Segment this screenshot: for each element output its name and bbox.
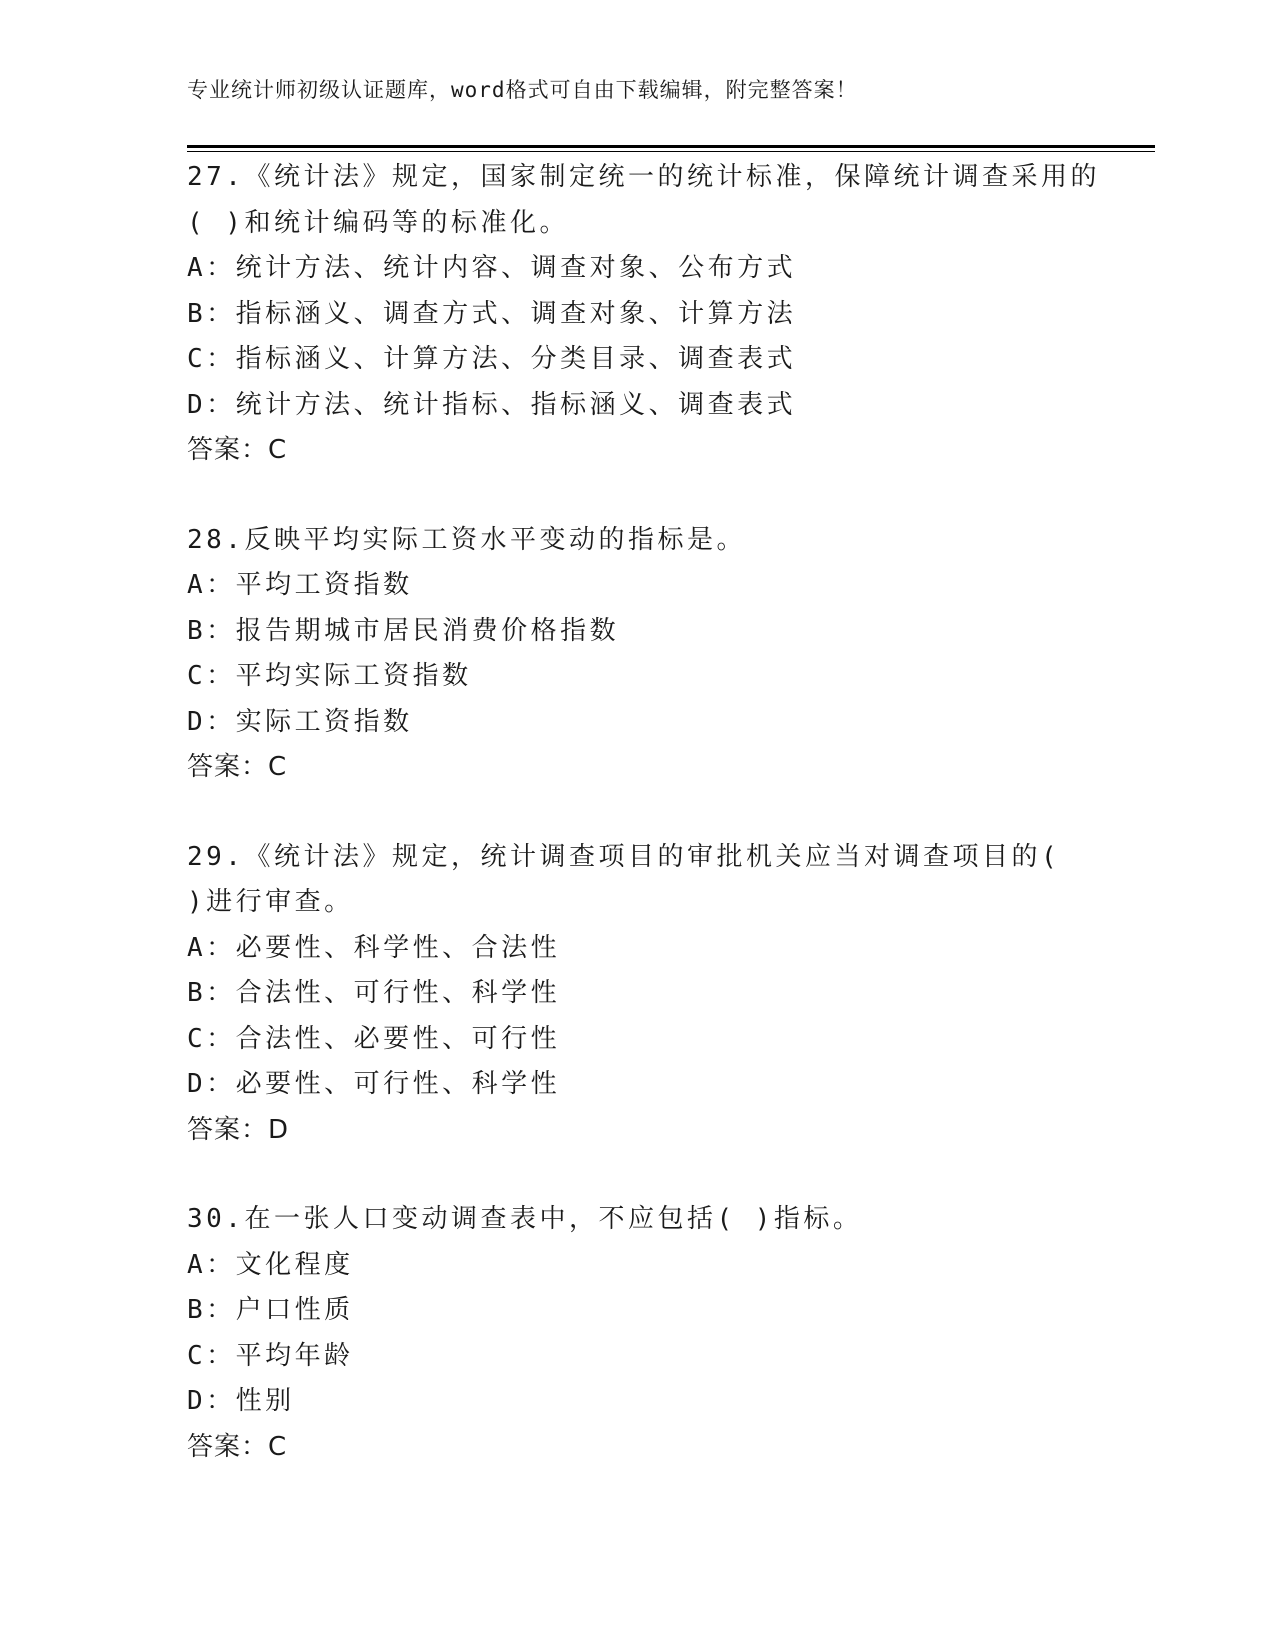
option-a: A：平均工资指数 — [187, 570, 413, 600]
answer-line: 答案：C — [187, 1431, 288, 1462]
question-stem-line: 28.反映平均实际工资水平变动的指标是。 — [187, 524, 746, 555]
question-stem-line: 29.《统计法》规定，统计调查项目的审批机关应当对调查项目的( — [187, 841, 1061, 872]
question-stem-line: 30.在一张人口变动调查表中，不应包括( )指标。 — [187, 1204, 863, 1234]
question-stem-line: 27.《统计法》规定，国家制定统一的统计标准，保障统计调查采用的 — [187, 162, 1100, 192]
option-a: A：文化程度 — [187, 1249, 354, 1280]
answer-line: 答案：C — [187, 752, 288, 782]
answer-line: 答案：D — [187, 1114, 290, 1145]
option-d: D：必要性、可行性、科学性 — [187, 1069, 561, 1099]
header-rule-thick — [187, 145, 1155, 148]
answer-line: 答案：C — [187, 435, 288, 465]
question-30 — [187, 1197, 1155, 1470]
option-b: B：指标涵义、调查方式、调查对象、计算方法 — [187, 298, 797, 329]
question-stem-line: )进行审查。 — [187, 887, 354, 917]
option-b: B：报告期城市居民消费价格指数 — [187, 615, 620, 646]
header-rule-thin — [187, 151, 1155, 152]
page-header: 专业统计师初级认证题库，word格式可自由下载编辑，附完整答案！ — [187, 78, 858, 102]
option-c: C：平均实际工资指数 — [187, 661, 472, 691]
question-list — [187, 155, 1155, 1514]
option-d: D：性别 — [187, 1386, 295, 1416]
option-d: D：统计方法、统计指标、指标涵义、调查表式 — [187, 389, 797, 420]
question-27 — [187, 155, 1155, 474]
option-c: C：指标涵义、计算方法、分类目录、调查表式 — [187, 344, 797, 374]
option-d: D：实际工资指数 — [187, 706, 413, 737]
question-29 — [187, 835, 1155, 1154]
option-a: A：必要性、科学性、合法性 — [187, 932, 561, 963]
option-c: C：合法性、必要性、可行性 — [187, 1023, 561, 1054]
question-28 — [187, 518, 1155, 791]
option-c: C：平均年龄 — [187, 1340, 354, 1371]
option-b: B：户口性质 — [187, 1295, 354, 1325]
option-b: B：合法性、可行性、科学性 — [187, 978, 561, 1008]
option-a: A：统计方法、统计内容、调查对象、公布方式 — [187, 253, 797, 283]
question-stem-line: ( )和统计编码等的标准化。 — [187, 207, 569, 238]
